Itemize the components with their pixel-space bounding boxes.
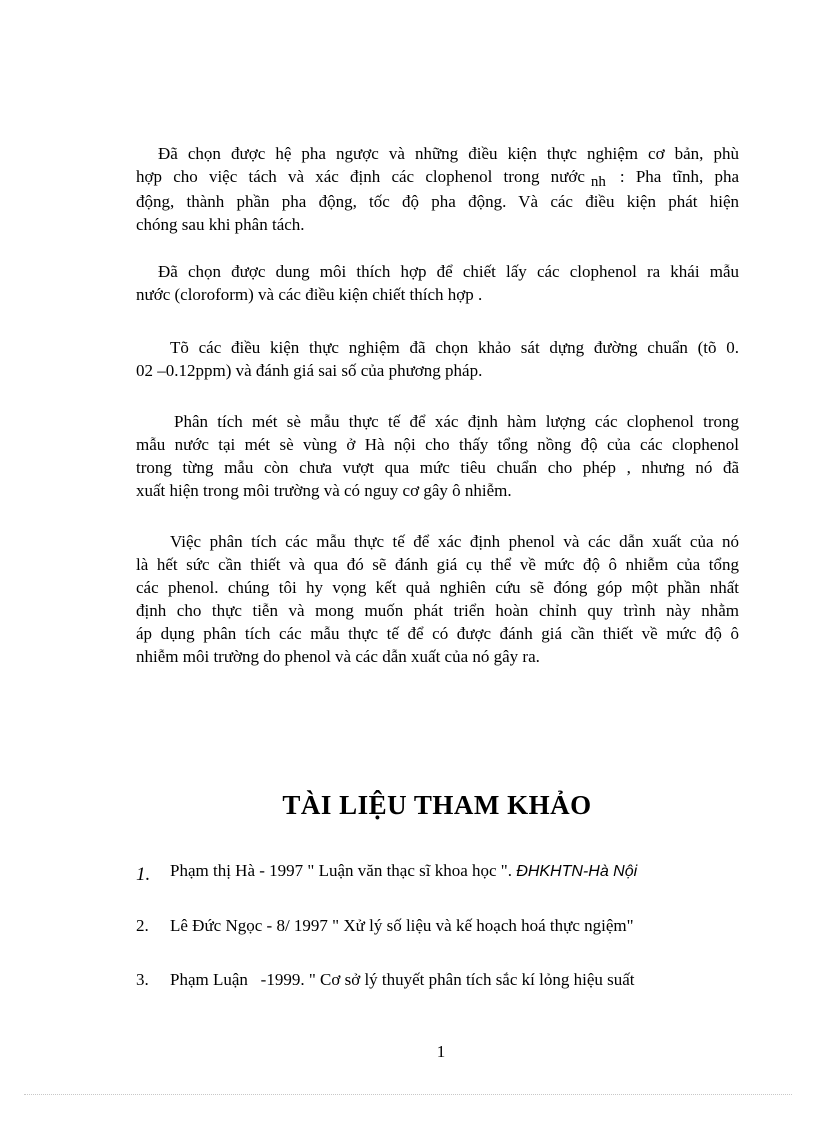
- paragraph-line: chóng sau khi phân tách.: [136, 215, 305, 234]
- reference-text: Phạm thị Hà - 1997 " Luận văn thạc sĩ khoa học ".: [170, 861, 513, 880]
- reference-source: ĐHKHTN-Hà Nội: [516, 863, 638, 880]
- paragraph-line: Tõ các điều kiện thực nghiệm đã chọn khảo sát dựng đường chuẩn (tõ 0.: [170, 338, 739, 357]
- conclusion-paragraph-1: [136, 142, 739, 236]
- subscript-label: nh: [590, 174, 606, 190]
- paragraph-line: Việc phân tích các mẫu thực tế để xác định phenol và các dẫn xuất của nó: [170, 532, 739, 551]
- conclusion-paragraph-3: [136, 336, 739, 382]
- reference-text: Lê Đức Ngọc - 8/ 1997 " Xử lý số liệu và kế hoạch hoá thực ngiệm": [170, 916, 634, 935]
- paragraph-line: là hết sức cần thiết và qua đó sẽ đánh giá cụ thể về mức độ ô nhiễm của tổng: [136, 555, 739, 574]
- reference-text: Phạm Luận -1999. " Cơ sở lý thuyết phân tích sắc kí lỏng hiệu suất: [170, 970, 635, 989]
- paragraph-line: Phân tích mét sè mẫu thực tế để xác định hàm lượng các clophenol trong: [174, 412, 739, 431]
- conclusion-paragraph-5: [136, 530, 739, 668]
- paragraph-line: định cho thực tiễn và mong muốn phát triển hoàn chỉnh quy trình này nhằm: [136, 601, 739, 620]
- reference-item-3: [136, 968, 635, 991]
- reference-number: 2.: [136, 916, 149, 935]
- conclusion-paragraph-4: [136, 410, 739, 502]
- paragraph-line: trong từng mẫu còn chưa vượt qua mức tiêu chuẩn cho phép , nhưng nó đã: [136, 458, 739, 477]
- paragraph-line: nước (cloroform) và các điều kiện chiết thích hợp .: [136, 285, 483, 304]
- paragraph-line: áp dụng phân tích các mẫu thực tế để có được đánh giá cần thiết về mức độ ô: [136, 624, 739, 643]
- reference-item-1: [136, 859, 637, 883]
- references-heading: TÀI LIỆU THAM KHẢO: [282, 790, 592, 820]
- paragraph-line: nhiễm môi trường do phenol và các dẫn xuất của nó gây ra.: [136, 647, 540, 666]
- paragraph-line: 02 –0.12ppm) và đánh giá sai số của phương pháp.: [136, 361, 483, 380]
- page-number: 1: [436, 1042, 446, 1061]
- paragraph-line: Đã chọn được dung môi thích hợp để chiết lấy các clophenol ra khái mẫu: [158, 262, 739, 281]
- reference-number: 1.: [136, 864, 151, 885]
- page-bottom-divider: [24, 1094, 792, 1095]
- paragraph-line: xuất hiện trong môi trường và có nguy cơ gây ô nhiễm.: [136, 481, 512, 500]
- paragraph-line: mẫu nước tại mét sè vùng ở Hà nội cho thấy tổng nồng độ của các clophenol: [136, 435, 739, 454]
- paragraph-line: Đã chọn được hệ pha ngược và những điều kiện thực nghiệm cơ bản, phù: [158, 144, 739, 163]
- conclusion-paragraph-2: [136, 260, 739, 306]
- reference-item-2: [136, 914, 634, 937]
- paragraph-line: động, thành phần pha động, tốc độ pha động. Và các điều kiện phát hiện: [136, 192, 739, 211]
- paragraph-line: hợp cho việc tách và xác định các clophenol trong nước nh : Pha tĩnh, pha: [136, 167, 739, 190]
- reference-number: 3.: [136, 970, 149, 989]
- paragraph-line: các phenol. chúng tôi hy vọng kết quả nghiên cứu sẽ đóng góp một phần nhất: [136, 578, 739, 597]
